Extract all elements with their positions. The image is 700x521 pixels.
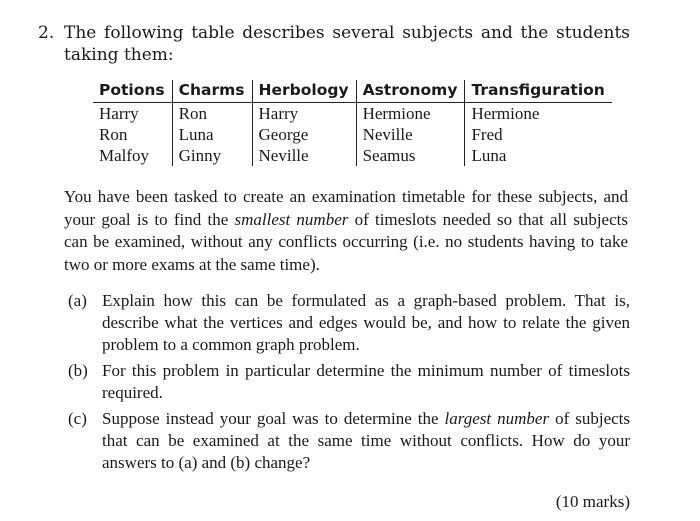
part-b-text: For this problem in particular determine the minimum number of timeslots required. bbox=[102, 361, 630, 402]
part-a bbox=[68, 290, 630, 356]
paragraph-text: You have been tasked to create an examination timetable for these subjects, and your goal is to find the bbox=[64, 187, 628, 229]
table-cell: Luna bbox=[172, 124, 252, 145]
sub-questions bbox=[68, 290, 630, 478]
table-row bbox=[93, 145, 612, 166]
question-number: 2. bbox=[38, 23, 55, 43]
table-cell: Hermione bbox=[356, 103, 465, 125]
question-intro: The following table describes several subjects and the students taking them: bbox=[64, 23, 630, 65]
part-b-label: (b) bbox=[68, 361, 88, 380]
part-a-text: Explain how this can be formulated as a graph-based problem. That is, describe what the vertices and edges would be, and how to relate the given problem to a common graph problem. bbox=[102, 291, 630, 354]
header-potions: Potions bbox=[93, 80, 172, 103]
part-c-text bbox=[102, 408, 630, 474]
table-cell: Neville bbox=[356, 124, 465, 145]
part-c bbox=[68, 408, 630, 474]
header-charms: Charms bbox=[172, 80, 252, 103]
table-cell: Ron bbox=[172, 103, 252, 125]
table-cell: Ginny bbox=[172, 145, 252, 166]
header-astronomy: Astronomy bbox=[356, 80, 465, 103]
part-c-emphasis: largest number bbox=[444, 409, 550, 428]
header-herbology: Herbology bbox=[252, 80, 356, 103]
part-b bbox=[68, 360, 630, 404]
paragraph-emphasis: smallest number bbox=[234, 209, 349, 229]
part-a-label: (a) bbox=[68, 291, 87, 310]
table-cell: George bbox=[252, 124, 356, 145]
part-c-text-start: Suppose instead your goal was to determine the bbox=[102, 409, 445, 428]
table-cell: Harry bbox=[252, 103, 356, 125]
table-cell: Fred bbox=[465, 124, 612, 145]
marks-label: (10 marks) bbox=[555, 492, 630, 511]
subjects-table bbox=[93, 80, 612, 166]
table-header-row bbox=[93, 80, 612, 103]
table-cell: Luna bbox=[465, 145, 612, 166]
table-cell: Neville bbox=[252, 145, 356, 166]
table-cell: Hermione bbox=[465, 103, 612, 125]
table-cell: Ron bbox=[99, 125, 128, 144]
header-transfiguration: Transfiguration bbox=[465, 80, 612, 103]
table-row bbox=[93, 103, 612, 125]
paragraph-text-end: of timeslots needed so that all subjects can be examined, without any conflicts occurring (i.e. no students having to take two or more exams at the same time). bbox=[64, 209, 628, 274]
task-paragraph bbox=[64, 186, 628, 276]
part-c-text-end: of subjects that can be examined at the same time without conflicts. How do your answers to (a) and (b) change? bbox=[102, 409, 630, 472]
part-c-label: (c) bbox=[68, 409, 87, 428]
table-cell: Harry bbox=[99, 104, 139, 123]
table-row bbox=[93, 124, 612, 145]
table-cell: Malfoy bbox=[99, 146, 150, 165]
question-block bbox=[38, 22, 630, 66]
table-cell: Seamus bbox=[356, 145, 465, 166]
